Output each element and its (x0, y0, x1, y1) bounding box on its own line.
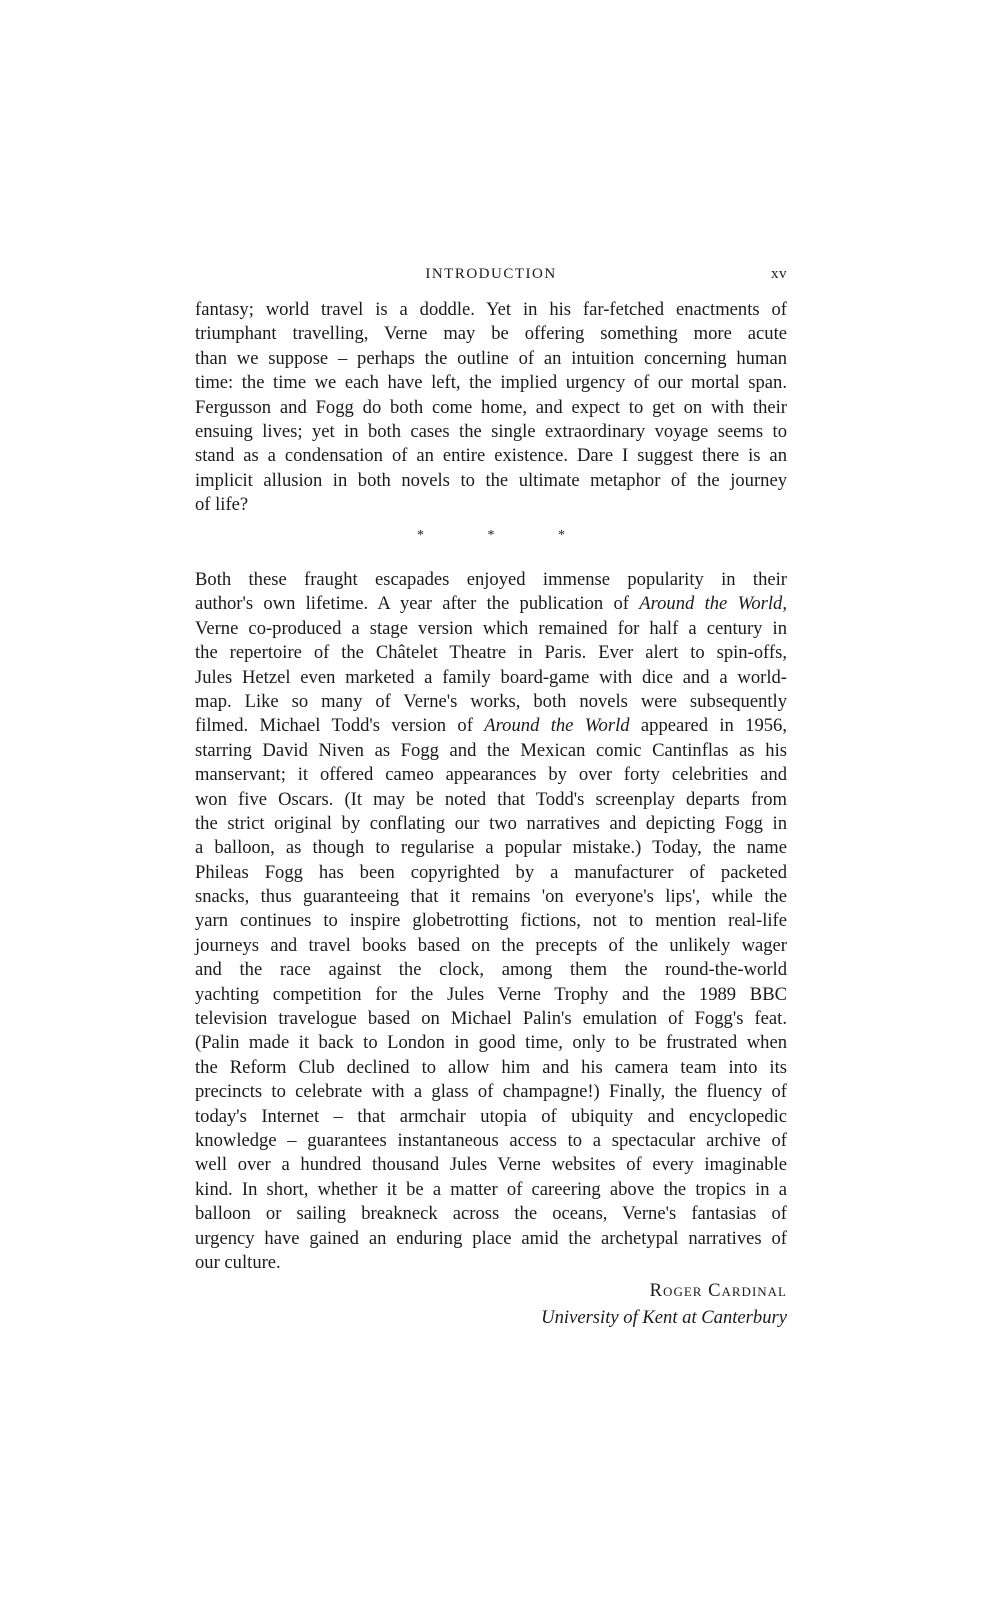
book-title: Around the World, (639, 593, 787, 615)
text-line: kind. In short, whether it be a matter of careering above the tropics in a (195, 1178, 787, 1200)
text-line: stand as a condensation of an entire existence. Dare I suggest there is an (195, 445, 787, 467)
author-signature: Roger Cardinal (649, 1280, 787, 1301)
text-line: and the race against the clock, among them the round-the-world (195, 959, 787, 981)
text-line: (Palin made it back to London in good time, only to be frustrated when (195, 1032, 787, 1054)
text-segment: appeared in 1956, (640, 715, 788, 737)
book-title: Around the World (484, 715, 630, 737)
text-line: Jules Hetzel even marketed a family board-game with dice and a world- (195, 666, 787, 688)
section-break: * * * (417, 528, 595, 543)
text-line: balloon or sailing breakneck across the oceans, Verne's fantasias of (195, 1203, 787, 1225)
running-head (195, 266, 787, 290)
page-number: xv (771, 266, 787, 282)
text-line: journeys and travel books based on the precepts of the unlikely wager (195, 934, 787, 956)
text-line: Both these fraught escapades enjoyed immense popularity in their (195, 569, 787, 590)
text-line: triumphant travelling, Verne may be offering something more acute (195, 323, 787, 345)
text-segment: filmed. Michael Todd's version of (195, 715, 473, 737)
text-line: yarn continues to inspire globetrotting fictions, not to mention real-life (195, 910, 787, 932)
text-line: the strict original by conflating our two narratives and depicting Fogg in (195, 812, 787, 834)
text-line: snacks, thus guaranteeing that it remains 'on everyone's lips', while the (195, 886, 787, 908)
text-line: knowledge – guarantees instantaneous access to a spectacular archive of (195, 1129, 787, 1151)
text-segment: author's own lifetime. A year after the publication of (195, 593, 629, 615)
text-line: map. Like so many of Verne's works, both novels were subsequently (195, 690, 787, 712)
text-line: than we suppose – perhaps the outline of an intuition concerning human (195, 347, 787, 369)
text-line: won five Oscars. (It may be noted that Todd's screenplay departs from (195, 788, 787, 810)
paragraph-1 (195, 298, 787, 518)
text-line: the Reform Club declined to allow him and his camera team into its (195, 1056, 787, 1078)
text-line: well over a hundred thousand Jules Verne websites of every imaginable (195, 1154, 787, 1176)
text-line: precincts to celebrate with a glass of champagne!) Finally, the fluency of (195, 1081, 787, 1103)
text-line: urgency have gained an enduring place amid the archetypal narratives of (195, 1227, 787, 1249)
text-line: fantasy; world travel is a doddle. Yet in his far-fetched enactments of (195, 299, 787, 320)
text-line (195, 592, 787, 616)
text-line: today's Internet – that armchair utopia of ubiquity and encyclopedic (195, 1105, 787, 1127)
text-line: of life? (195, 494, 249, 516)
text-line: time: the time we each have left, the implied urgency of our mortal span. (195, 372, 787, 394)
text-line: our culture. (195, 1251, 281, 1273)
text-line: manservant; it offered cameo appearances by over forty celebrities and (195, 764, 787, 786)
author-affiliation: University of Kent at Canterbury (541, 1307, 787, 1328)
text-line: starring David Niven as Fogg and the Mexican comic Cantinflas as his (195, 739, 787, 761)
running-head-title: INTRODUCTION (425, 266, 557, 282)
text-line: a balloon, as though to regularise a popular mistake.) Today, the name (195, 837, 787, 859)
text-line: ensuing lives; yet in both cases the single extraordinary voyage seems to (195, 420, 787, 442)
text-line: the repertoire of the Châtelet Theatre in Paris. Ever alert to spin-offs, (195, 642, 787, 664)
paragraph-2 (195, 568, 787, 1275)
text-line: Verne co-produced a stage version which remained for half a century in (195, 617, 787, 639)
text-line: Fergusson and Fogg do both come home, and expect to get on with their (195, 396, 787, 418)
text-line: yachting competition for the Jules Verne Trophy and the 1989 BBC (195, 983, 787, 1005)
text-line: Phileas Fogg has been copyrighted by a manufacturer of packeted (195, 861, 787, 883)
text-line: television travelogue based on Michael Palin's emulation of Fogg's feat. (195, 1008, 787, 1030)
text-line (195, 714, 787, 738)
text-line: implicit allusion in both novels to the ultimate metaphor of the journey (195, 469, 787, 491)
